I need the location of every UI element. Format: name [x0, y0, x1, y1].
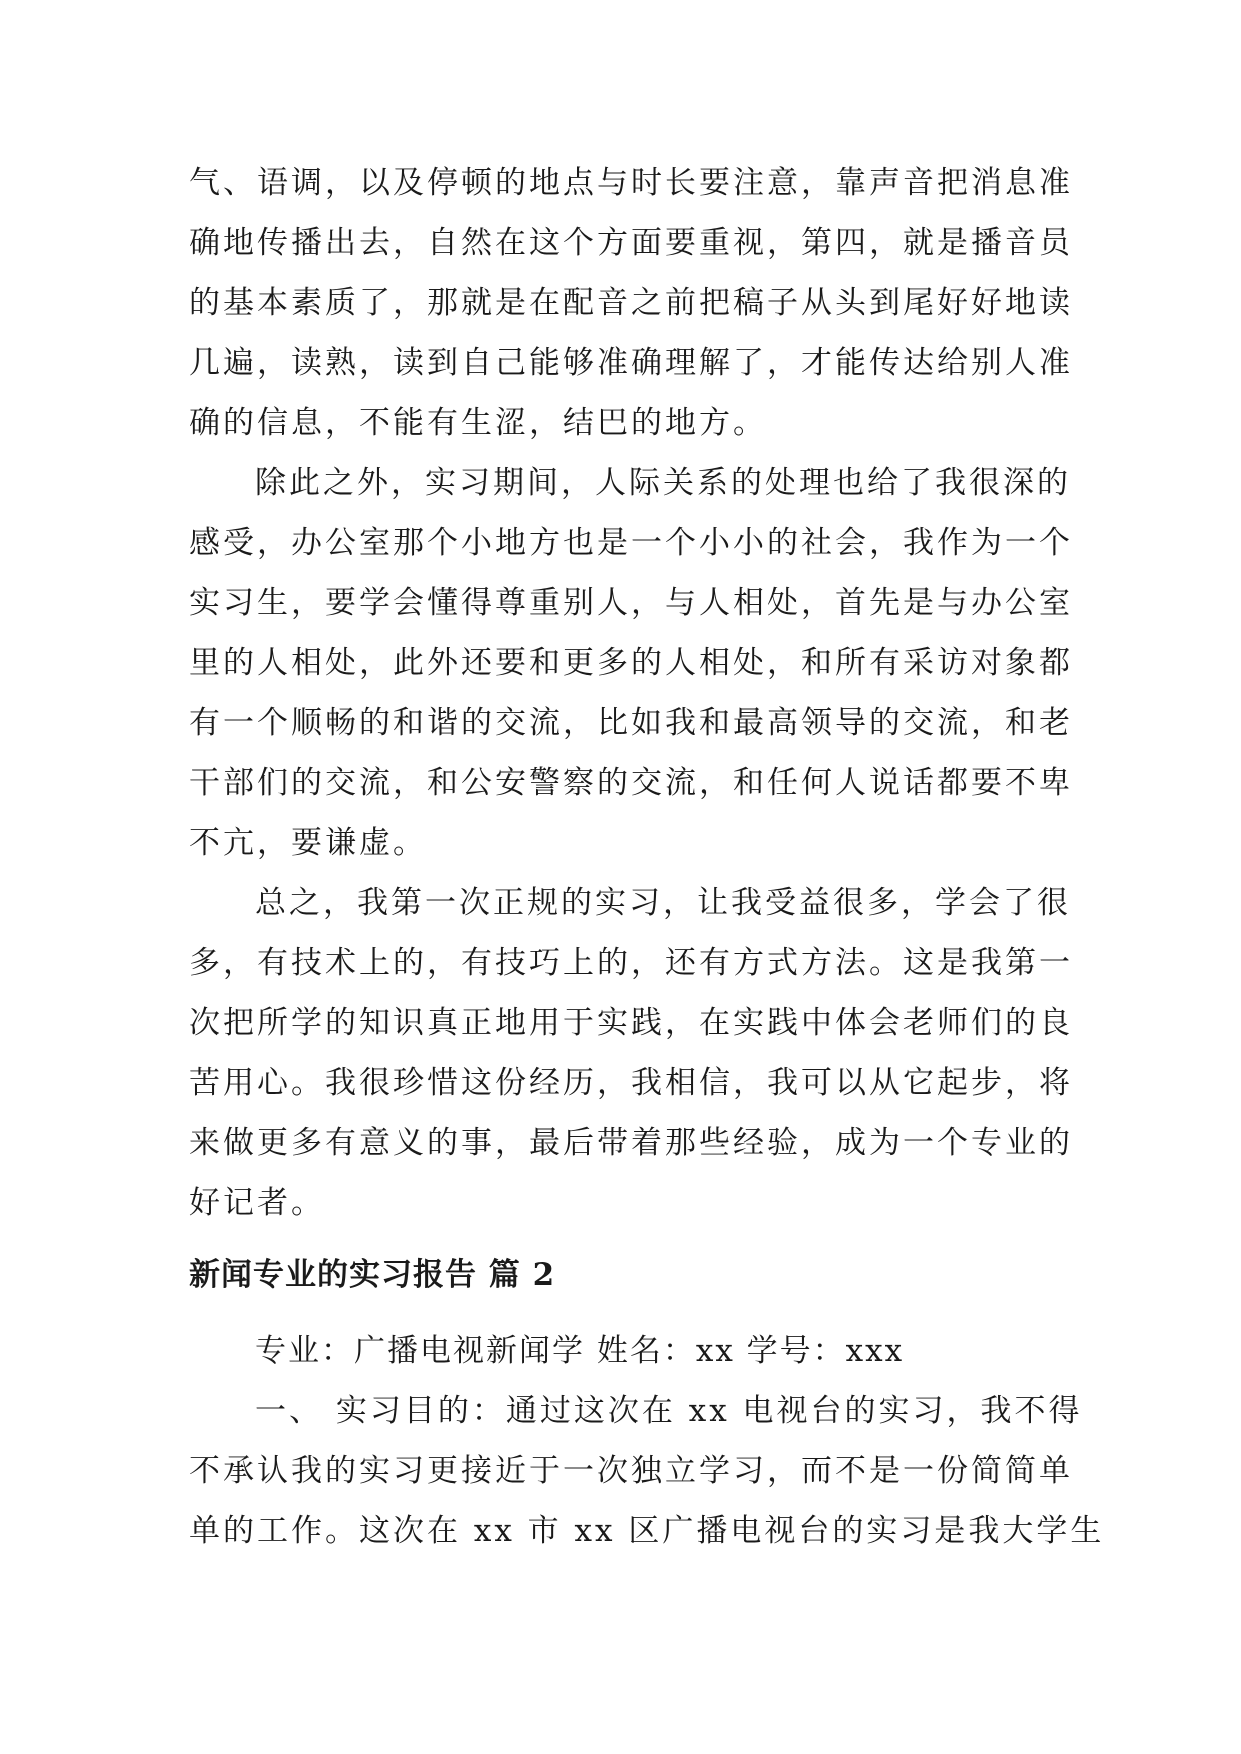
text-line: 苦用心。我很珍惜这份经历，我相信，我可以从它起步，将: [189, 1065, 1073, 1101]
text-line: 好记者。: [189, 1185, 325, 1221]
body-text: [189, 153, 1073, 1233]
text-line: 一、 实习目的：通过这次在 xx 电视台的实习，我不得: [255, 1393, 1083, 1429]
text-line: 来做更多有意义的事，最后带着那些经验，成为一个专业的: [189, 1125, 1073, 1161]
text-line: 实习生，要学会懂得尊重别人，与人相处，首先是与办公室: [189, 585, 1073, 621]
text-line: 单的工作。这次在 xx 市 xx 区广播电视台的实习是我大学生: [189, 1513, 1105, 1549]
text-line: 几遍，读熟，读到自己能够准确理解了，才能传达给别人准: [189, 345, 1073, 381]
text-line: 总之，我第一次正规的实习，让我受益很多，学会了很: [255, 885, 1071, 921]
paragraph-interpersonal: [189, 453, 1073, 873]
paragraph-internship-purpose: [189, 1381, 1105, 1561]
text-line: 的基本素质了，那就是在配音之前把稿子从头到尾好好地读: [189, 285, 1073, 321]
text-line: 确的信息，不能有生涩，结巴的地方。: [189, 405, 767, 441]
section-2-body: [189, 1321, 1105, 1561]
text-line: 次把所学的知识真正地用于实践，在实践中体会老师们的良: [189, 1005, 1073, 1041]
text-line: 确地传播出去，自然在这个方面要重视，第四，就是播音员: [189, 225, 1073, 261]
text-line: 多，有技术上的，有技巧上的，还有方式方法。这是我第一: [189, 945, 1073, 981]
text-line: 除此之外，实习期间，人际关系的处理也给了我很深的: [255, 465, 1071, 501]
text-line: 不亢，要谦虚。: [189, 825, 427, 861]
student-info: 专业：广播电视新闻学 姓名：xx 学号：xxx: [255, 1333, 905, 1369]
text-line: 干部们的交流，和公安警察的交流，和任何人说话都要不卑: [189, 765, 1073, 801]
text-line: 有一个顺畅的和谐的交流，比如我和最高领导的交流，和老: [189, 705, 1073, 741]
paragraph-voice-delivery: [189, 153, 1073, 453]
text-line: 不承认我的实习更接近于一次独立学习，而不是一份简简单: [189, 1453, 1073, 1489]
text-line: 里的人相处，此外还要和更多的人相处，和所有采访对象都: [189, 645, 1073, 681]
text-line: 气、语调，以及停顿的地点与时长要注意，靠声音把消息准: [189, 165, 1073, 201]
paragraph-conclusion: [189, 873, 1073, 1233]
text-line: 感受，办公室那个小地方也是一个小小的社会，我作为一个: [189, 525, 1073, 561]
section-title: 新闻专业的实习报告 篇 2: [189, 1257, 556, 1293]
